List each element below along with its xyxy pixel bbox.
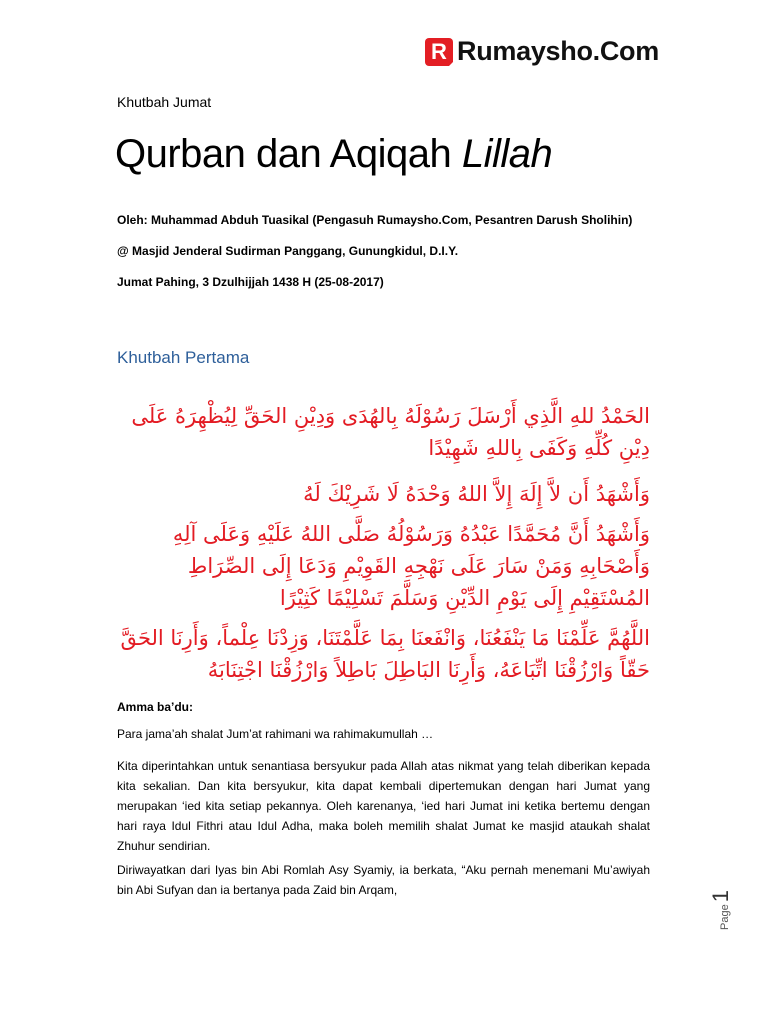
logo-corner — [447, 60, 455, 68]
date-line: Jumat Pahing, 3 Dzulhijjah 1438 H (25-08-2017) — [117, 275, 384, 289]
amma-badu: Amma ba’du: — [117, 700, 194, 714]
logo-mark — [425, 38, 453, 66]
arabic-paragraph-2: وَأَشْهَدُ أَن لاَّ إِلَهَ إِلاَّ اللهُ وَحْدَهُ لَا شَرِيْكَ لَهُ — [303, 482, 650, 506]
author-line: Oleh: Muhammad Abduh Tuasikal (Pengasuh Rumaysho.Com, Pesantren Darush Sholihin) — [117, 213, 633, 227]
document-label: Khutbah Jumat — [117, 94, 212, 110]
body-paragraph-1: Kita diperintahkan untuk senantiasa bersyukur pada Allah atas nikmat yang telah diberikan kepada kita sekalian. Dan kita bersyukur, kita dapat kembali dipertemukan dengan hari Jumat yang merupakan ‘ied kita setiap pekannya. Oleh karenanya, ‘ied hari Jumat ini ketika bertemu dengan hari raya Idul Fithri atau Idul Adha, maka boleh memilih shalat Jumat ke masjid ataukah shalat Zhuhur sendirian. — [117, 759, 650, 853]
page-number — [708, 890, 734, 930]
page-digit: 1 — [708, 890, 733, 903]
logo — [425, 36, 659, 67]
greeting-line: Para jama’ah shalat Jum’at rahimani wa rahimakumullah … — [117, 727, 434, 741]
section-heading: Khutbah Pertama — [117, 348, 250, 367]
page-word: Page — [719, 904, 731, 930]
logo-mark-letter: R — [431, 38, 447, 64]
title-italic: Lillah — [461, 132, 553, 176]
arabic-paragraph-3: وَأَشْهَدُ أَنَّ مُحَمَّدًا عَبْدُهُ وَرَسُوْلُهُ صَلَّى اللهُ عَلَيْهِ وَعَلَى آلِهِ وَأَصْحَابِهِ وَمَنْ سَارَ عَلَى نَهْجِهِ القَوِيْمِ وَدَعَا إِلَى الصِّرَاطِ المُسْتَقِيْمِ إِلَى يَوْمِ الدِّيْنِ وَسَلَّمَ تَسْلِيْمًا كَثِيْرًا — [172, 522, 650, 610]
title-main: Qurban dan Aqiqah — [115, 132, 462, 176]
logo-text: Rumaysho.Com — [457, 36, 659, 66]
arabic-paragraph-4: اللَّهُمَّ عَلِّمْنَا مَا يَنْفَعُنَا، وَانْفَعنَا بِمَا عَلَّمْتَنَا، وَزِدْنَا عِلْماً، وَأَرِنَا الحَقَّ حَقّاً وَارْزُقْنَا اتِّبَاعَهُ، وَأَرِنَا البَاطِلَ بَاطِلاً وَارْزُقْنَا اجْتِنَابَهُ — [120, 626, 650, 682]
arabic-paragraph-1: الحَمْدُ للهِ الَّذِي أَرْسَلَ رَسُوْلَهُ بِالهُدَى وَدِيْنِ الحَقِّ لِيُظْهِرَهُ عَلَى دِيْنِ كُلِّهِ وَكَفَى بِاللهِ شَهِيْدًا — [131, 404, 650, 460]
body-paragraph-2: Diriwayatkan dari Iyas bin Abi Romlah Asy Syamiy, ia berkata, “Aku pernah menemani Mu’awiyah bin Abi Sufyan dan ia bertanya pada Zaid bin Arqam, — [117, 863, 650, 897]
location-line: @ Masjid Jenderal Sudirman Panggang, Gunungkidul, D.I.Y. — [117, 244, 459, 258]
document-title — [115, 132, 552, 177]
